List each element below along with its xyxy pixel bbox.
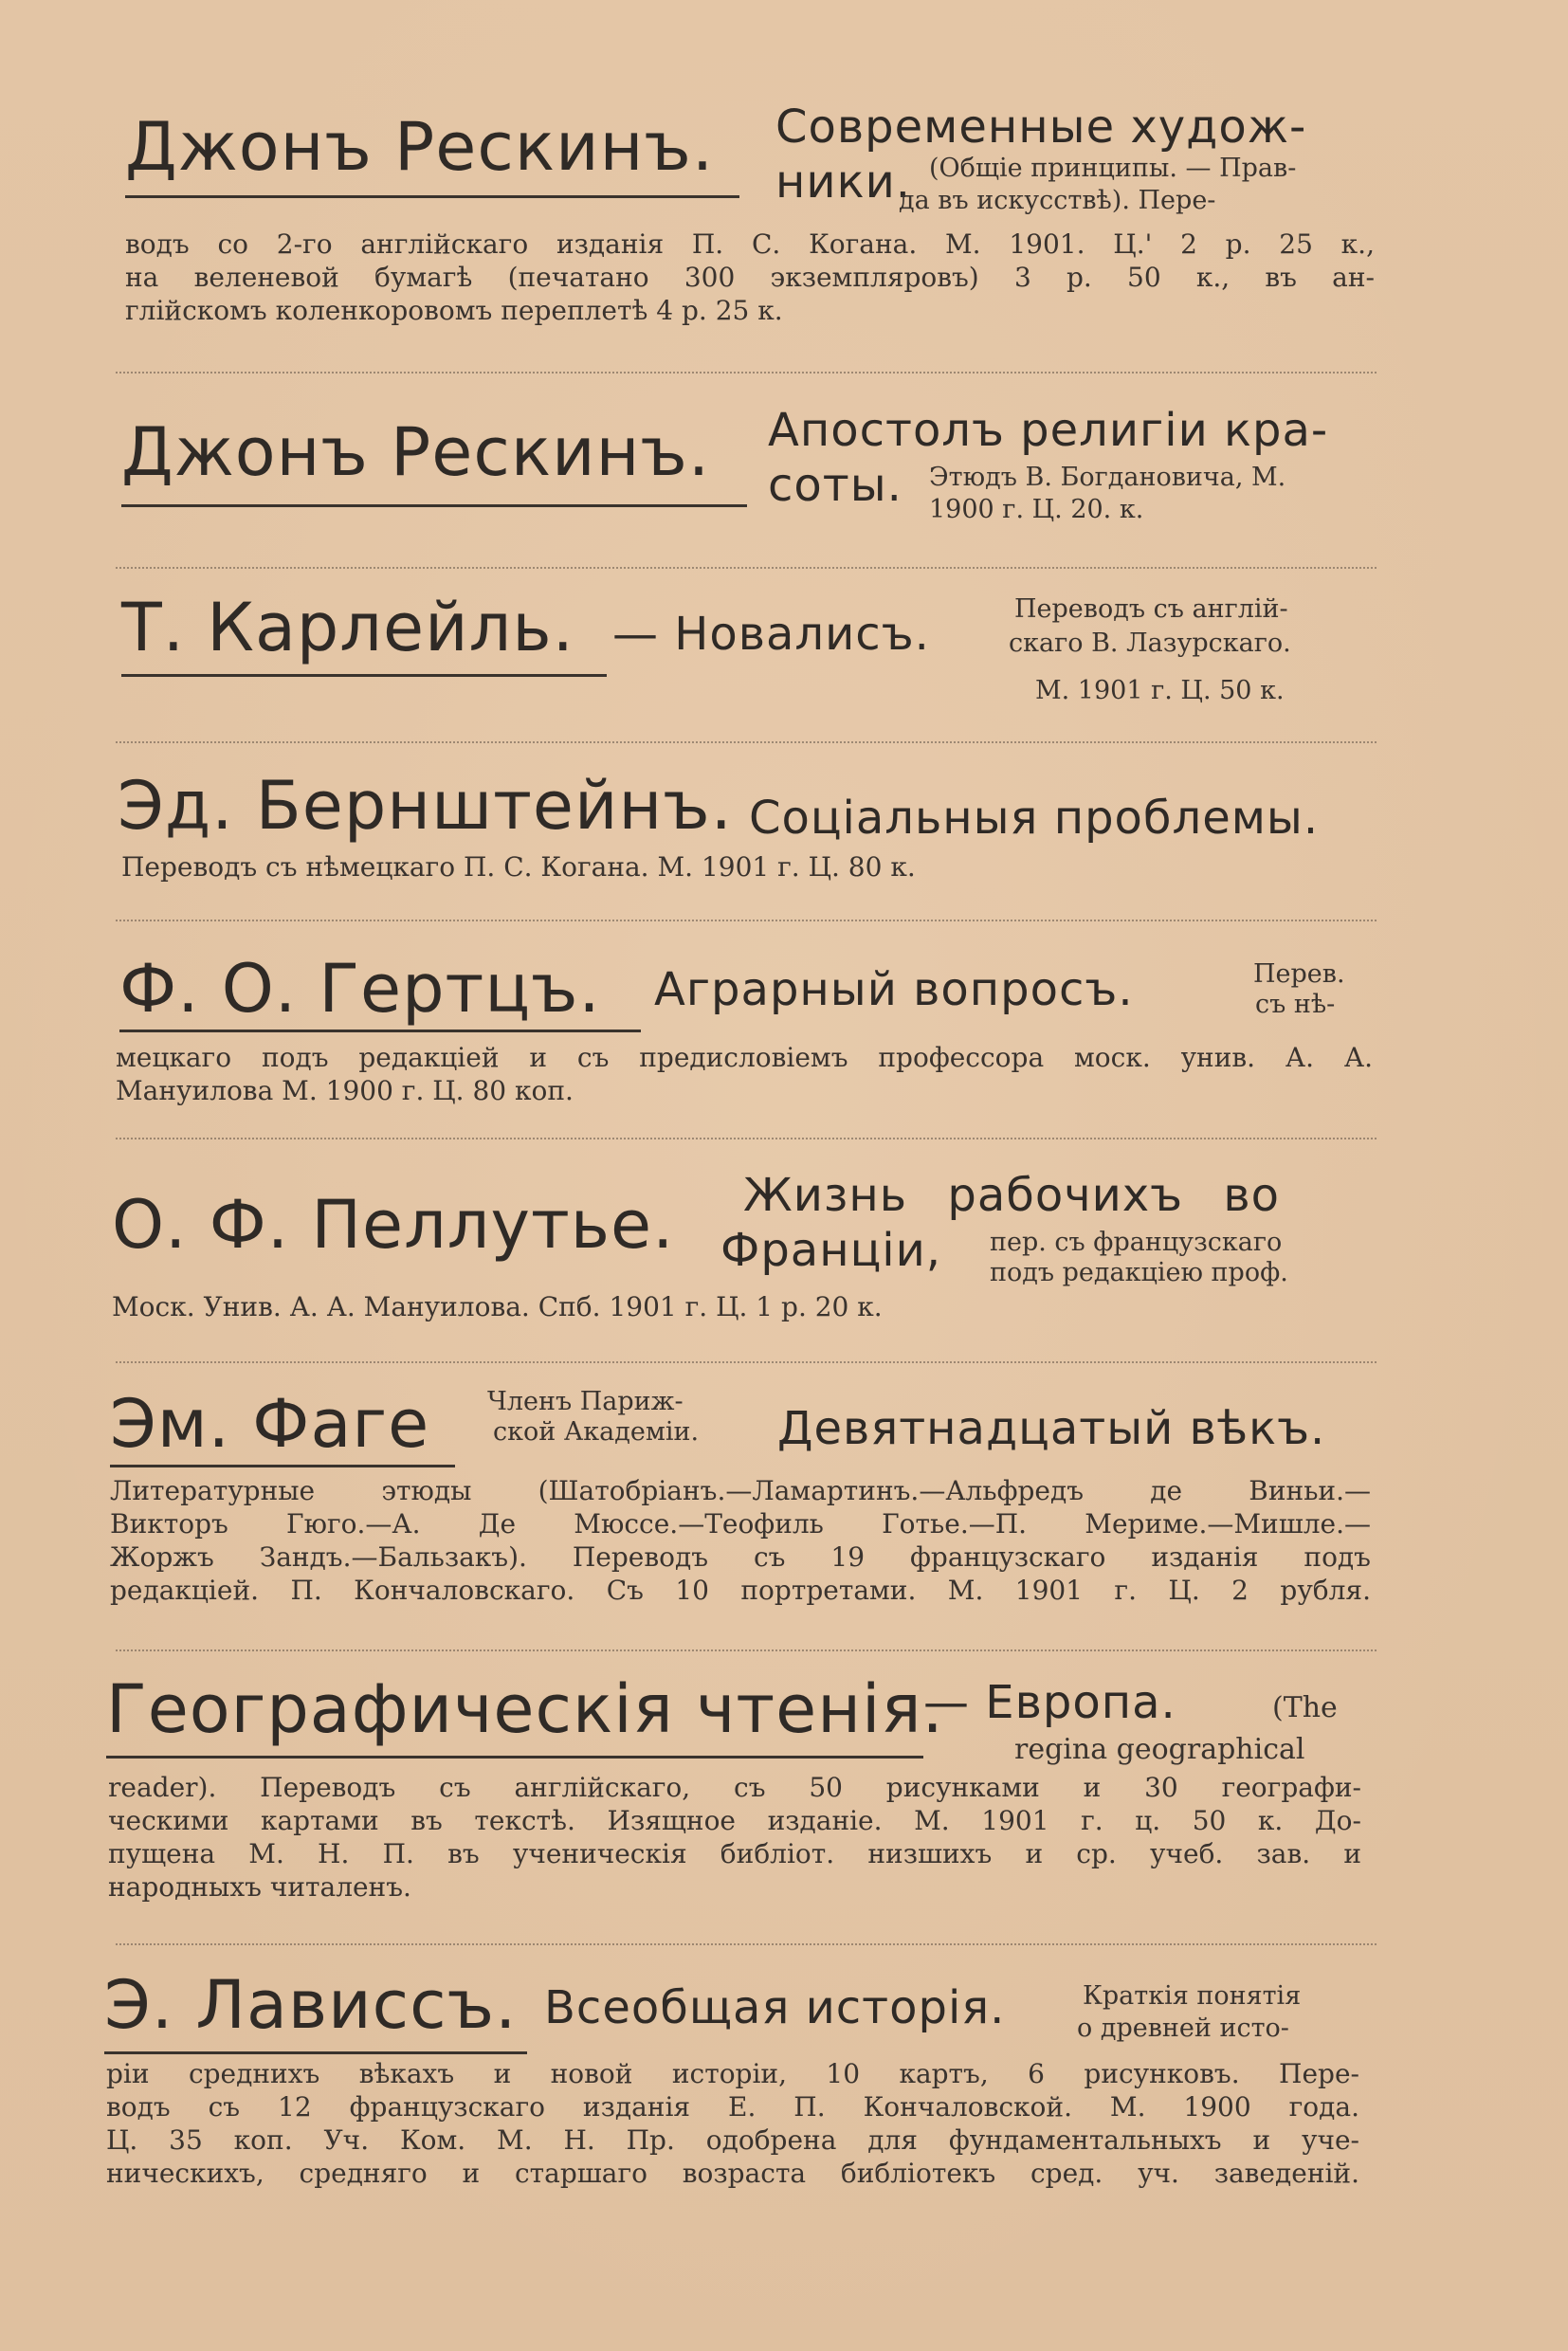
- description-line: Ц. 35 коп. Уч. Ком. М. Н. Пр. одобрена для фундаментальныхъ и уче-: [106, 2124, 1359, 2156]
- author-underline: [104, 2051, 527, 2054]
- catalog-entry: [112, 100, 1382, 341]
- book-title: соты.: [768, 459, 903, 512]
- book-note: съ нѣ-: [1255, 990, 1336, 1019]
- book-description: [112, 1290, 1155, 1323]
- book-note: (Общіе принципы. — Прав-: [929, 154, 1297, 183]
- book-description: [116, 1041, 1373, 1107]
- author-note: ской Академіи.: [493, 1417, 700, 1447]
- catalog-entry: [112, 1161, 1382, 1341]
- book-note: подъ редакціею проф.: [990, 1258, 1288, 1287]
- author-name: Т. Карлейль.: [121, 589, 574, 666]
- book-note: пер. съ французскаго: [990, 1228, 1283, 1257]
- catalog-entry: [112, 763, 1382, 896]
- book-note: 1900 г. Ц. 20. к.: [929, 495, 1144, 524]
- description-line: Викторъ Гюго.—А. Де Мюссе.—Теофиль Готье.—П. Мериме.—Мишле.—: [110, 1508, 1371, 1540]
- author-underline: [110, 1465, 455, 1467]
- book-title: Девятнадцатый вѣкъ.: [777, 1402, 1326, 1455]
- author-name: Ф. О. Гертцъ.: [119, 950, 601, 1028]
- book-description: [106, 2057, 1359, 2190]
- book-title: Жизнь рабочихъ во: [743, 1169, 1280, 1222]
- description-line: ническихъ, средняго и старшаго возраста библіотекъ сред. уч. заведеній.: [106, 2158, 1359, 2189]
- separator: [116, 920, 1377, 921]
- book-title: Соціальныя проблемы.: [749, 792, 1320, 845]
- description-line: мецкаго подъ редакціей и съ предисловіемъ профессора моск. унив. А. А.: [116, 1042, 1373, 1073]
- catalog-entry: [112, 939, 1382, 1119]
- author-underline: [119, 1030, 641, 1032]
- separator: [116, 741, 1377, 743]
- catalog-entry: [112, 398, 1382, 540]
- description-line: Жоржъ Зандъ.—Бальзакъ). Переводъ съ 19 французскаго изданія подъ: [110, 1541, 1371, 1573]
- catalog-entry: [112, 1379, 1382, 1626]
- book-title: Франціи,: [720, 1224, 942, 1277]
- author-underline: [125, 195, 739, 198]
- book-note: скаго В. Лазурскаго.: [1009, 629, 1291, 658]
- author-underline: [121, 504, 747, 507]
- description-line: reader). Переводъ съ англійскаго, съ 50 рисунками и 30 географи-: [108, 1772, 1361, 1803]
- book-title: Аграрный вопросъ.: [654, 963, 1134, 1016]
- author-name: Э. Лависсъ.: [104, 1966, 518, 2044]
- separator: [116, 1943, 1377, 1945]
- author-name: Джонъ Рескинъ.: [121, 413, 711, 491]
- author-name: О. Ф. Пеллутье.: [112, 1186, 675, 1264]
- book-title: Апостолъ религіи кра-: [768, 404, 1329, 457]
- author-note: Членъ Париж-: [487, 1387, 684, 1416]
- book-title: Всеобщая исторія.: [544, 1981, 1006, 2034]
- book-note: М. 1901 г. Ц. 50 к.: [1035, 676, 1285, 705]
- author-underline: [106, 1756, 923, 1759]
- description-line: народныхъ читаленъ.: [108, 1871, 411, 1903]
- book-description: [125, 228, 1375, 327]
- description-line: ріи среднихъ вѣкахъ и новой исторіи, 10 картъ, 6 рисунковъ. Пере-: [106, 2058, 1359, 2089]
- description-line: водъ со 2-го англійскаго изданія П. С. Когана. М. 1901. Ц.' 2 р. 25 к.,: [125, 228, 1375, 260]
- book-note: Этюдъ В. Богдановича, М.: [929, 463, 1286, 492]
- description-line: Мануилова М. 1900 г. Ц. 80 коп.: [116, 1075, 574, 1106]
- description-line: Моск. Унив. А. А. Мануилова. Спб. 1901 г. Ц. 1 р. 20 к.: [112, 1291, 883, 1322]
- description-line: ческими картами въ текстѣ. Изящное изданіе. М. 1901 г. ц. 50 к. До-: [108, 1805, 1361, 1836]
- book-note: да въ искусствѣ). Пере-: [899, 186, 1216, 215]
- book-description: [108, 1771, 1361, 1904]
- book-description: [110, 1474, 1371, 1607]
- description-line: на веленевой бумагѣ (печатано 300 экземпляровъ) 3 р. 50 к., въ ан-: [125, 262, 1375, 293]
- book-description: [121, 850, 1174, 884]
- description-line: редакціей. П. Кончаловскаго. Съ 10 портретами. М. 1901 г. Ц. 2 рубля.: [110, 1575, 1371, 1606]
- catalog-entry: [112, 583, 1382, 725]
- separator: [116, 1138, 1377, 1139]
- author-underline: [121, 674, 607, 677]
- book-note: Переводъ съ англій-: [1014, 594, 1288, 624]
- book-note: Перев.: [1253, 959, 1345, 989]
- catalog-entry: [104, 1962, 1382, 2218]
- book-note: Краткія понятія: [1083, 1981, 1302, 2011]
- book-title: — Европа.: [923, 1676, 1176, 1729]
- description-line: Литературные этюды (Шатобріанъ.—Ламартинъ.—Альфредъ де Виньи.—: [110, 1475, 1371, 1506]
- separator: [116, 1361, 1377, 1363]
- author-name: Эм. Фаге: [110, 1385, 430, 1463]
- author-name: Эд. Бернштейнъ.: [118, 767, 733, 845]
- description-line: водъ съ 12 французскаго изданія Е. П. Кончаловской. М. 1900 года.: [106, 2091, 1359, 2123]
- book-note: regina geographical: [1014, 1733, 1305, 1766]
- description-line: пущена М. Н. П. въ ученическія библіот. низшихъ и ср. учеб. зав. и: [108, 1838, 1361, 1869]
- book-title: Современные худож-: [775, 100, 1307, 154]
- separator: [116, 567, 1377, 569]
- author-name: Джонъ Рескинъ.: [125, 108, 715, 186]
- description-line: Переводъ съ нѣмецкаго П. С. Когана. М. 1901 г. Ц. 80 к.: [121, 851, 916, 883]
- book-note: (The: [1272, 1691, 1338, 1724]
- separator: [116, 1649, 1377, 1651]
- book-title: ники.: [775, 155, 912, 209]
- catalog-entry: [106, 1668, 1382, 1915]
- book-title: — Новалисъ.: [612, 608, 930, 661]
- author-name: Географическія чтенія.: [106, 1670, 944, 1748]
- book-note: о древней исто-: [1077, 2014, 1289, 2043]
- description-line: глійскомъ коленкоровомъ переплетѣ 4 р. 25 к.: [125, 295, 783, 326]
- separator: [116, 372, 1377, 374]
